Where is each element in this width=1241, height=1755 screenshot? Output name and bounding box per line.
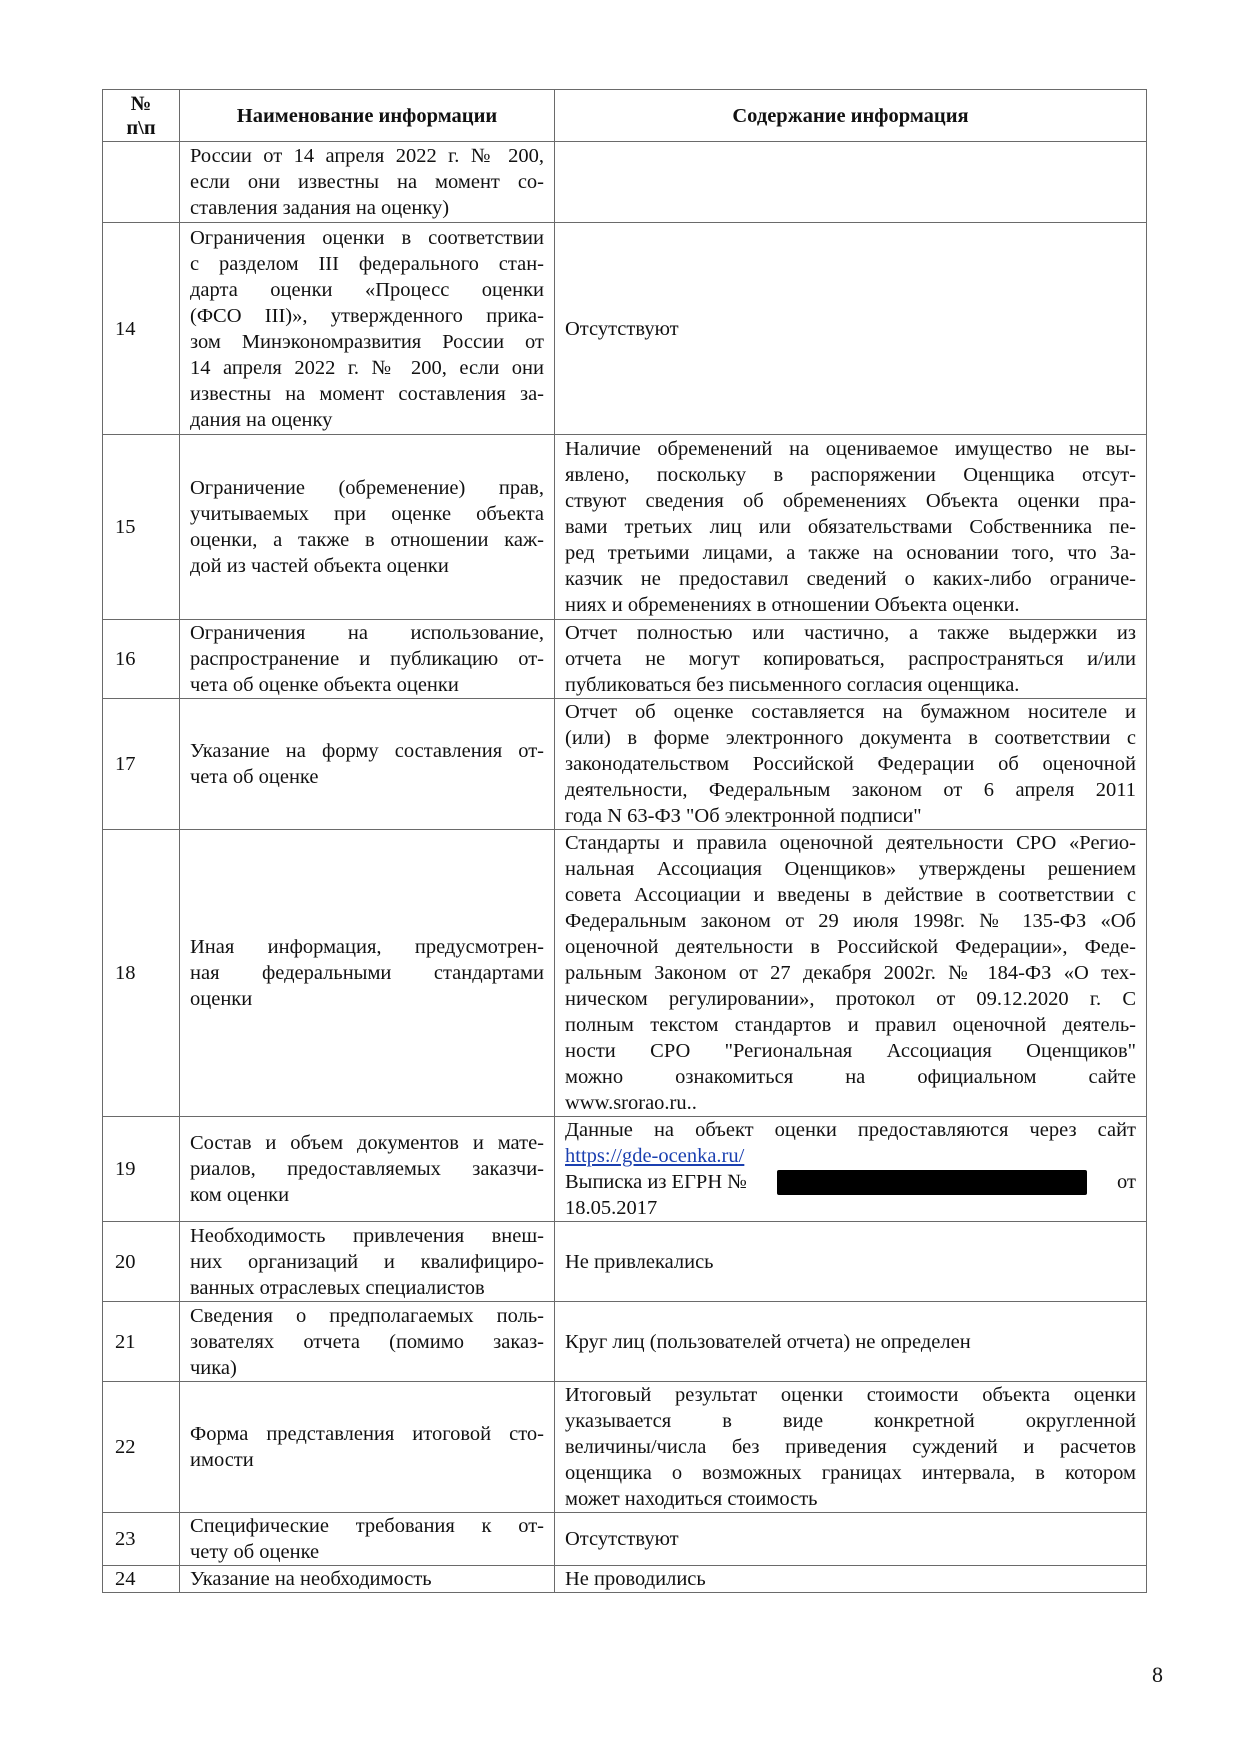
text-line: Отсутствуют xyxy=(565,1528,679,1550)
header-value: Содержание информация xyxy=(555,90,1147,142)
text-line: чета об оценке объекта оценки xyxy=(190,674,459,696)
text-line: Федеральным законом от 29 июля 1998г. № 135-ФЗ «Об xyxy=(565,910,1136,932)
row-num: 24 xyxy=(103,1566,180,1593)
text-line: Ограничения оценки в соответствии xyxy=(190,226,544,249)
text-line: ред третьими лицами, а также на основании того, что За- xyxy=(565,542,1136,564)
header-num xyxy=(103,90,180,142)
text-line: риалов, предоставляемых заказчи- xyxy=(190,1158,544,1180)
row-name xyxy=(180,699,555,830)
egrn-suffix: от xyxy=(1117,1171,1136,1193)
text-line: Сведения о предполагаемых поль- xyxy=(190,1304,544,1327)
row-name xyxy=(180,830,555,1117)
text-line: Стандарты и правила оценочной деятельности СРО «Регио- xyxy=(565,832,1136,854)
table-row xyxy=(103,1513,1147,1566)
website-link[interactable]: https://gde-ocenka.ru/ xyxy=(565,1145,745,1167)
text-line: Наличие обременений на оцениваемое имущество не вы- xyxy=(565,438,1136,460)
row-value xyxy=(555,1222,1147,1302)
row-name xyxy=(180,142,555,223)
table-row xyxy=(103,699,1147,830)
info-table xyxy=(102,89,1147,1593)
text-line: Данные на объект оценки предоставляются через сайт xyxy=(565,1119,1136,1141)
table-row xyxy=(103,830,1147,1117)
text-line: Необходимость привлечения внеш- xyxy=(190,1224,544,1247)
table-row xyxy=(103,435,1147,620)
text-line: (или) в форме электронного документа в соответствии с xyxy=(565,727,1136,749)
row-name xyxy=(180,223,555,435)
table-row xyxy=(103,142,1147,223)
egrn-extract-line xyxy=(565,1169,1136,1195)
text-line: Отчет полностью или частично, а также выдержки из xyxy=(565,622,1136,644)
row-name xyxy=(180,1566,555,1593)
text-line: совета Ассоциации и введены в действие в соответствии с xyxy=(565,884,1136,906)
text-line: чета об оценке xyxy=(190,766,319,788)
text-line: учитываемых при оценке объекта xyxy=(190,503,544,525)
header-name: Наименование информации xyxy=(180,90,555,142)
text-line: дой из частей объекта оценки xyxy=(190,555,449,577)
text-line: распространение и публикацию от- xyxy=(190,648,544,670)
row-name xyxy=(180,435,555,620)
text-line: величины/числа без приведения суждений и расчетов xyxy=(565,1436,1136,1458)
text-line: дарта оценки «Процесс оценки xyxy=(190,278,544,301)
text-line: нальная Ассоциация Оценщиков» утверждены решением xyxy=(565,858,1136,880)
row-name xyxy=(180,1117,555,1222)
text-line: зователях отчета (помимо заказ- xyxy=(190,1330,544,1353)
table-row xyxy=(103,1117,1147,1222)
text-line: ральным Законом от 27 декабря 2002г. № 184-ФЗ «О тех- xyxy=(565,962,1136,984)
text-line: России от 14 апреля 2022 г. № 200, xyxy=(190,145,544,167)
text-line: чету об оценке xyxy=(190,1541,320,1563)
row-num: 19 xyxy=(103,1117,180,1222)
text-line: имости xyxy=(190,1449,254,1471)
text-line: явлено, поскольку в распоряжении Оценщика отсут- xyxy=(565,464,1136,486)
row-value xyxy=(555,699,1147,830)
text-line: Иная информация, предусмотрен- xyxy=(190,936,544,958)
text-line: Специфические требования к от- xyxy=(190,1515,544,1537)
text-line: публиковаться без письменного согласия оценщика. xyxy=(565,674,1020,696)
text-line: зом Минэкономразвития России от xyxy=(190,330,544,353)
text-line: оценочной деятельности в Российской Федерации», Феде- xyxy=(565,936,1136,958)
text-line: Не проводились xyxy=(565,1568,706,1590)
redacted-block xyxy=(777,1170,1087,1195)
text-line: можно ознакомиться на официальном сайте xyxy=(565,1066,1136,1088)
text-line: Отчет об оценке составляется на бумажном носителе и xyxy=(565,701,1136,723)
table-row xyxy=(103,1222,1147,1302)
row-value xyxy=(555,435,1147,620)
text-line: оценщика о возможных границах интервала, в котором xyxy=(565,1462,1136,1484)
table-row xyxy=(103,223,1147,435)
header-num-label: № п\п xyxy=(126,92,156,139)
row-num: 16 xyxy=(103,620,180,699)
row-value xyxy=(555,620,1147,699)
text-line: ниях и обременениях в отношении Объекта оценки. xyxy=(565,594,1020,616)
table-header-row xyxy=(103,90,1147,142)
text-line: Отсутствуют xyxy=(565,317,679,340)
text-line: ническом регулировании», протокол от 09.12.2020 г. С xyxy=(565,988,1136,1010)
text-line: ности СРО "Региональная Ассоциация Оценщиков" xyxy=(565,1040,1136,1062)
row-num: 22 xyxy=(103,1382,180,1513)
text-line: 14 апреля 2022 г. № 200, если они xyxy=(190,356,544,379)
text-line: них организаций и квалифициро- xyxy=(190,1250,544,1273)
row-num: 20 xyxy=(103,1222,180,1302)
text-line: отчета не могут копироваться, распространяться и/или xyxy=(565,648,1136,670)
row-value xyxy=(555,1117,1147,1222)
text-line: с разделом III федерального стан- xyxy=(190,252,544,275)
text-line: указывается в виде конкретной округленной xyxy=(565,1410,1136,1432)
text-line: ная федеральными стандартами xyxy=(190,962,544,984)
text-line: чика) xyxy=(190,1356,237,1379)
text-line: ставления задания на оценку) xyxy=(190,197,450,219)
row-num: 18 xyxy=(103,830,180,1117)
row-value xyxy=(555,1566,1147,1593)
text-line: Ограничения на использование, xyxy=(190,622,544,644)
row-name xyxy=(180,1513,555,1566)
text-line: казчик не предоставил сведений о каких-либо ограниче- xyxy=(565,568,1136,590)
text-line: ствуют сведения об обременениях Объекта оценки пра- xyxy=(565,490,1136,512)
text-line: законодательством Российской Федерации об оценочной xyxy=(565,753,1136,775)
text-line: деятельности, Федеральным законом от 6 апреля 2011 xyxy=(565,779,1136,801)
row-name xyxy=(180,620,555,699)
table-row xyxy=(103,620,1147,699)
text-line: www.srorao.ru.. xyxy=(565,1092,697,1114)
row-num: 17 xyxy=(103,699,180,830)
text-line: вами третьих лиц или обязательствами Собственника пе- xyxy=(565,516,1136,538)
text-line: года N 63-ФЗ "Об электронной подписи" xyxy=(565,805,922,827)
row-value xyxy=(555,1513,1147,1566)
row-num xyxy=(103,142,180,223)
row-value xyxy=(555,830,1147,1117)
row-value xyxy=(555,142,1147,223)
egrn-prefix: Выписка из ЕГРН № xyxy=(565,1171,747,1193)
text-line: известны на момент составления за- xyxy=(190,382,544,405)
row-name xyxy=(180,1382,555,1513)
text-line: Форма представления итоговой сто- xyxy=(190,1423,544,1445)
text-line: дания на оценку xyxy=(190,408,333,431)
text-line: Не привлекались xyxy=(565,1250,714,1273)
text-line: оценки xyxy=(190,988,253,1010)
table-row xyxy=(103,1382,1147,1513)
text-line: Состав и объем документов и мате- xyxy=(190,1132,544,1154)
table-row xyxy=(103,1566,1147,1593)
page-number: 8 xyxy=(1152,1662,1163,1687)
row-value xyxy=(555,1382,1147,1513)
row-value xyxy=(555,1302,1147,1382)
row-num: 15 xyxy=(103,435,180,620)
egrn-date: 18.05.2017 xyxy=(565,1197,658,1219)
row-value xyxy=(555,223,1147,435)
text-line: если они известны на момент со- xyxy=(190,171,544,193)
text-line: Указание на необходимость xyxy=(190,1568,432,1590)
text-line: Круг лиц (пользователей отчета) не определен xyxy=(565,1330,971,1353)
row-name xyxy=(180,1302,555,1382)
table-body xyxy=(103,142,1147,1593)
row-num: 14 xyxy=(103,223,180,435)
text-line: ванных отраслевых специалистов xyxy=(190,1276,485,1299)
text-line: может находиться стоимость xyxy=(565,1488,818,1510)
row-num: 21 xyxy=(103,1302,180,1382)
text-line: Указание на форму составления от- xyxy=(190,740,544,762)
row-num: 23 xyxy=(103,1513,180,1566)
text-line: Итоговый результат оценки стоимости объекта оценки xyxy=(565,1384,1136,1406)
text-line: Ограничение (обременение) прав, xyxy=(190,477,544,499)
text-line: ком оценки xyxy=(190,1184,290,1206)
row-name xyxy=(180,1222,555,1302)
table-row xyxy=(103,1302,1147,1382)
text-line: оценки, а также в отношении каж- xyxy=(190,529,544,551)
text-line: (ФСО III)», утвержденного прика- xyxy=(190,304,544,327)
text-line: полным текстом стандартов и правил оценочной деятель- xyxy=(565,1014,1136,1036)
